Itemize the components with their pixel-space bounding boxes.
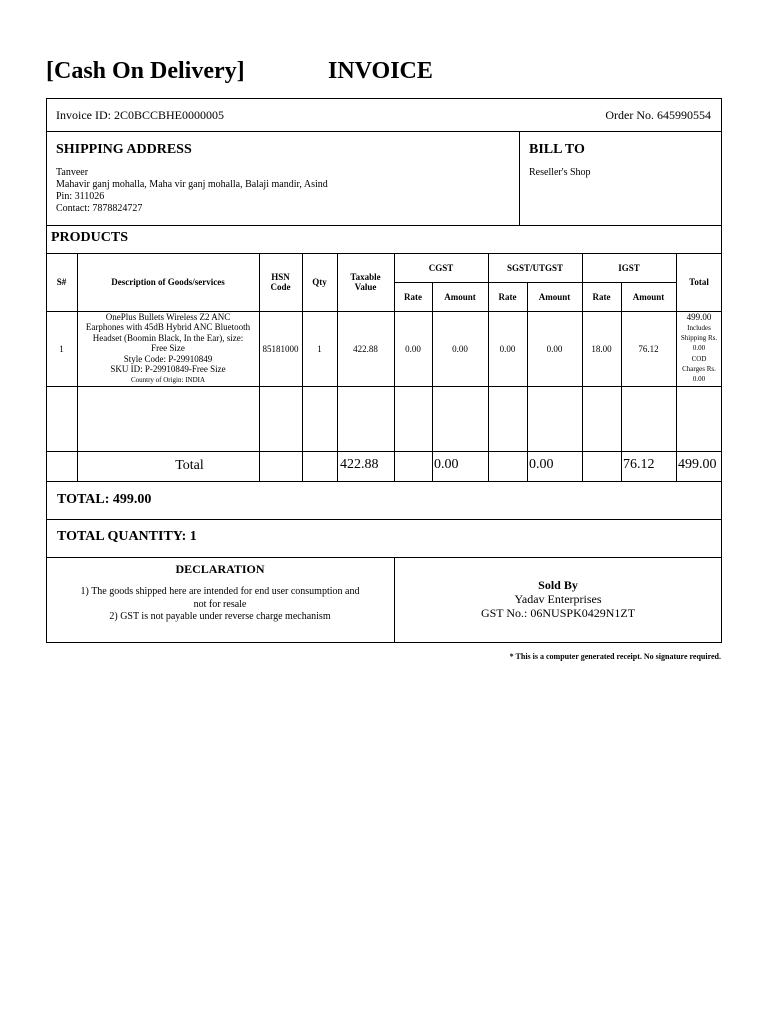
row-sgst-amount: 0.00: [546, 343, 563, 354]
totals-grand: 499.00: [678, 457, 717, 472]
shipping-contact: Contact: 7878824727: [56, 203, 143, 214]
total-note: Shipping Rs.: [680, 334, 718, 343]
row-description: [77, 311, 259, 386]
seller-heading: Sold By: [538, 578, 578, 592]
shipping-name: Tanveer: [56, 167, 89, 178]
bill-to-name: Reseller's Shop: [529, 167, 591, 178]
totals-cgst: 0.00: [434, 457, 459, 472]
col-qty: Qty: [312, 277, 327, 287]
row-hsn: 85181000: [262, 343, 299, 354]
seller-gst: GST No.: 06NUSPK0429N1ZT: [480, 606, 636, 620]
totals-sgst: 0.00: [529, 457, 554, 472]
seller-name: Yadav Enterprises: [514, 592, 602, 606]
row-igst-amount: 76.12: [638, 343, 659, 354]
totals-igst: 76.12: [623, 457, 655, 472]
total-quantity: TOTAL QUANTITY: 1: [57, 529, 197, 544]
row-cgst-amount: 0.00: [452, 343, 468, 354]
row-igst-rate: 18.00: [591, 343, 612, 354]
declaration-line: 1) The goods shipped here are intended for end user consumption and: [80, 586, 360, 597]
total-note: Charges Rs.: [682, 364, 716, 373]
row-total: [676, 311, 722, 386]
col-hsn: HSN Code: [270, 272, 291, 292]
col-sno: S#: [56, 277, 67, 287]
payment-mode-title: [Cash On Delivery]: [46, 58, 245, 84]
desc-line: OnePlus Bullets Wireless Z2 ANC: [105, 311, 231, 322]
col-sgst-amount: Amount: [538, 291, 571, 302]
desc-line: Headset (Boomin Black, In the Ear), size:: [92, 332, 244, 343]
declaration-text: [50, 586, 390, 624]
col-cgst-amount: Amount: [444, 291, 476, 302]
col-cgst-rate: Rate: [404, 291, 422, 302]
declaration-line: not for resale: [193, 598, 247, 610]
footer-note: * This is a computer generated receipt. No signature required.: [509, 652, 721, 661]
col-total: Total: [689, 277, 709, 287]
col-sgst: SGST/UTGST: [506, 262, 564, 273]
col-igst-amount: Amount: [632, 291, 665, 302]
shipping-address: Mahavir ganj mohalla, Maha vir ganj mohalla, Balaji mandir, Asind: [56, 179, 328, 190]
total-note: COD: [691, 354, 707, 363]
total-note: 0.00: [692, 375, 706, 384]
col-sgst-rate: Rate: [498, 291, 517, 302]
products-heading: PRODUCTS: [51, 230, 129, 245]
total-amount: TOTAL: 499.00: [57, 492, 152, 507]
row-sgst-rate: 0.00: [499, 343, 516, 354]
row-sno: 1: [59, 343, 64, 354]
bill-to-heading: BILL TO: [529, 142, 585, 157]
shipping-heading: SHIPPING ADDRESS: [56, 142, 192, 157]
row-total-value: 499.00: [686, 312, 712, 323]
row-taxable: 422.88: [353, 343, 378, 354]
sku-id: SKU ID: P-29910849-Free Size: [110, 364, 226, 375]
style-code: Style Code: P-29910849: [123, 353, 213, 364]
seller-block: [394, 578, 722, 620]
totals-taxable: 422.88: [340, 457, 379, 472]
total-note: 0.00: [692, 344, 706, 353]
row-cgst-rate: 0.00: [405, 343, 421, 354]
totals-label: Total: [175, 458, 204, 473]
shipping-pin: Pin: 311026: [56, 191, 105, 202]
order-number: Order No. 645990554: [605, 108, 711, 122]
col-igst: IGST: [618, 262, 640, 273]
col-igst-rate: Rate: [592, 291, 611, 302]
invoice-id: Invoice ID: 2C0BCCBHE0000005: [56, 108, 224, 122]
shipping-address-block: [56, 167, 328, 215]
col-description: Description of Goods/services: [111, 277, 225, 287]
declaration-heading: DECLARATION: [175, 562, 265, 576]
col-taxable: Taxable Value: [350, 272, 381, 292]
country-of-origin: Country of Origin: INDIA: [130, 375, 206, 384]
desc-line: Earphones with 45dB Hybrid ANC Bluetooth: [85, 322, 251, 333]
desc-line: Free Size: [151, 343, 185, 354]
invoice-title: INVOICE: [328, 58, 433, 84]
total-note: Includes: [687, 323, 711, 332]
col-cgst: CGST: [428, 262, 454, 273]
row-qty: 1: [317, 343, 322, 354]
declaration-line: 2) GST is not payable under reverse charge mechanism: [109, 611, 331, 622]
